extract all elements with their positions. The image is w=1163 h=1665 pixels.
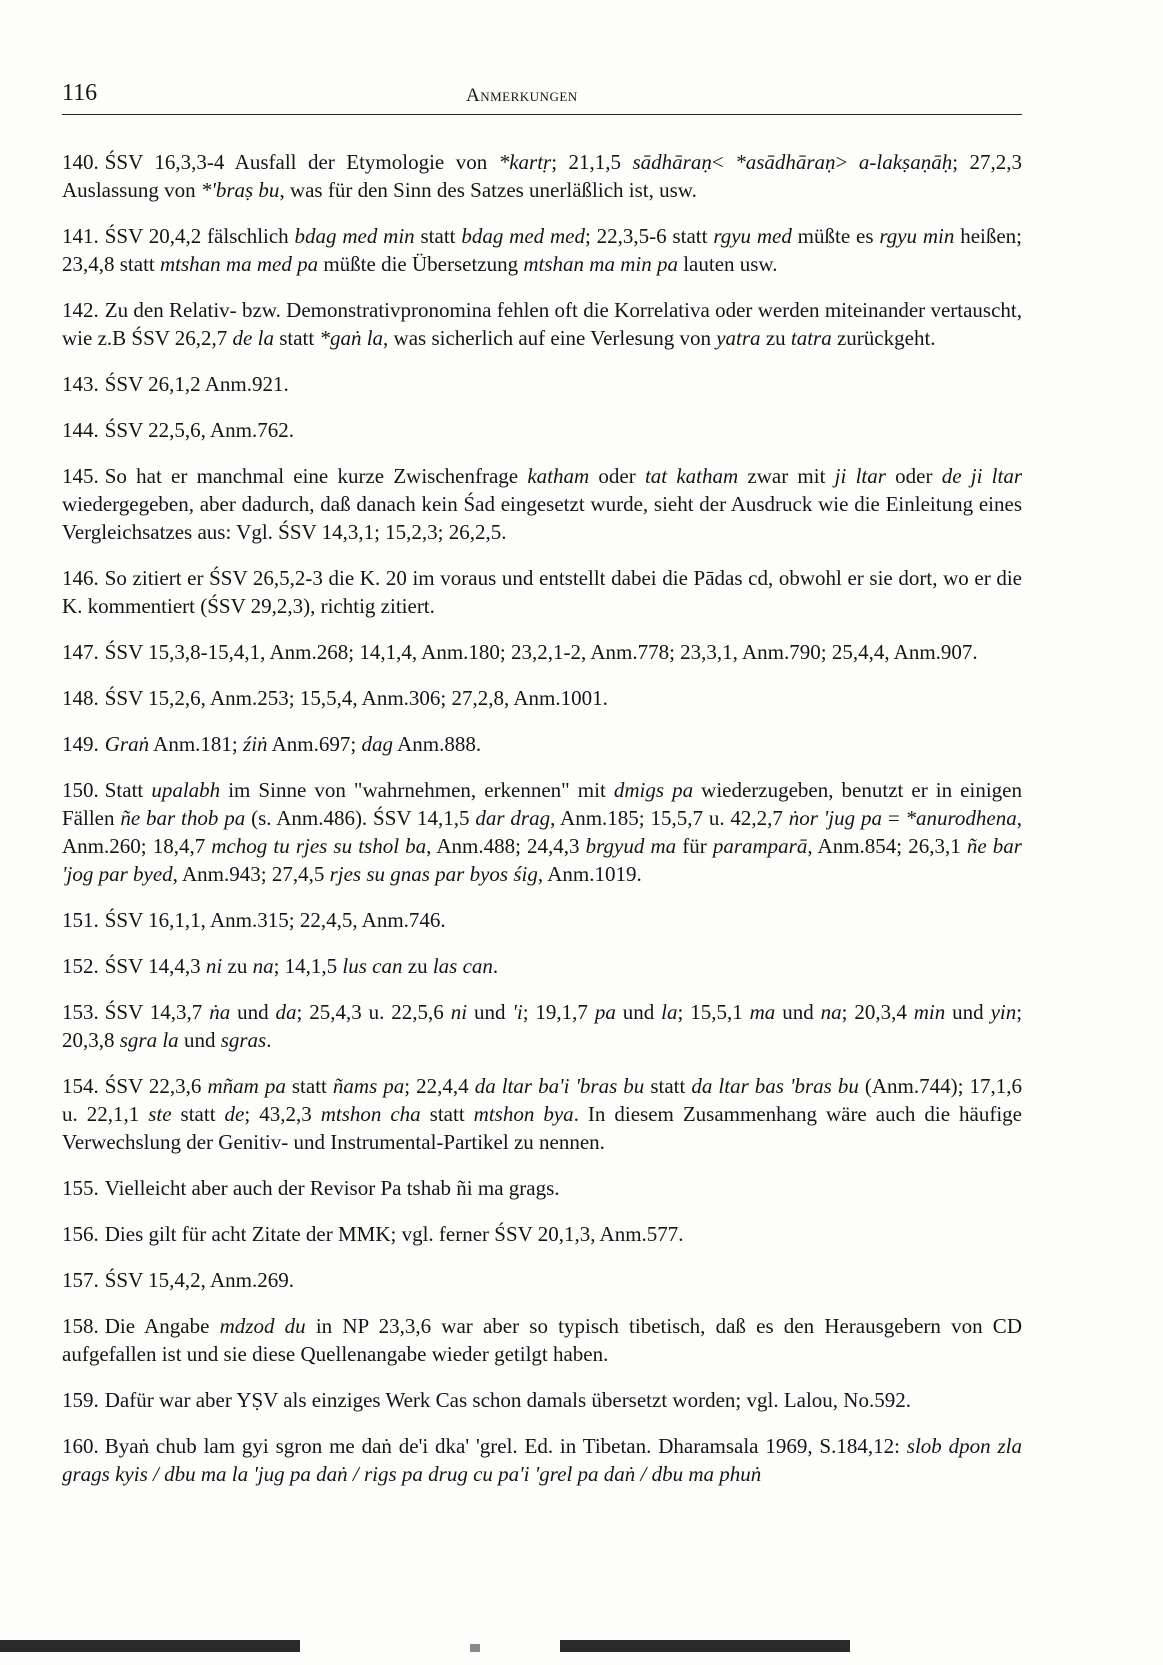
footnote-text: . bbox=[492, 954, 499, 978]
footnote-text: ŚSV 15,3,8-15,4,1, Anm.268; 14,1,4, Anm.180; 23,2,1-2, Anm.778; 23,3,1, Anm.790; 25,4,4, Anm.907. bbox=[104, 640, 978, 664]
footnote-text: = bbox=[881, 806, 906, 830]
footnote-text: ŚSV 14,3,7 bbox=[104, 1000, 210, 1024]
footnote-text: ; 22,3,5-6 statt bbox=[584, 224, 714, 248]
footnote-text: ; 43,2,3 bbox=[244, 1102, 321, 1126]
footnote-text: ŚSV 20,4,2 fälschlich bbox=[104, 224, 295, 248]
footnote-text: im Sinne von "wahrnehmen, erkennen" mit bbox=[220, 778, 614, 802]
footnote-number: 152. bbox=[62, 954, 99, 978]
footnote-italic-term: na bbox=[820, 1000, 842, 1024]
footnote-number: 151. bbox=[62, 908, 99, 932]
footnote-text: (Anm.744); 17,1,6 u. 22,1,1 bbox=[62, 1074, 1022, 1126]
footnote bbox=[62, 1432, 1022, 1488]
footnote-italic-term: yin bbox=[990, 1000, 1017, 1024]
footnote-italic-term: mtshon bya bbox=[473, 1102, 574, 1126]
footnote-italic-term: dar drag bbox=[475, 806, 551, 830]
footnote-italic-term: las can bbox=[432, 954, 493, 978]
footnote-italic-term: ṅa bbox=[209, 1000, 231, 1024]
footnote-number: 146. bbox=[62, 566, 99, 590]
footnote bbox=[62, 638, 1022, 666]
footnote bbox=[62, 564, 1022, 620]
footnote-italic-term: yatra bbox=[716, 326, 761, 350]
footnote-italic-term: sādhāraṇ bbox=[632, 150, 712, 174]
footnote bbox=[62, 906, 1022, 934]
footnote-italic-term: *asādhāraṇ bbox=[735, 150, 836, 174]
footnote-text: . bbox=[266, 1028, 272, 1052]
footnote-number: 157. bbox=[62, 1268, 99, 1292]
footnote-text: Anm.888. bbox=[392, 732, 482, 756]
footnote-italic-term: paramparā bbox=[712, 834, 808, 858]
footnote-italic-term: lus can bbox=[342, 954, 403, 978]
footnote-italic-term: mtshan ma med pa bbox=[160, 252, 319, 276]
footnote-italic-term: sgras bbox=[220, 1028, 267, 1052]
footnote-text: Die Angabe bbox=[104, 1314, 220, 1338]
footnote-text: Zu den Relativ- bzw. Demonstrativpronomina fehlen oft die Korrelativa oder werden miteinander vertauscht, wie z.B ŚSV 26,2,7 bbox=[62, 298, 1022, 350]
footnote-text: Dafür war aber YṢV als einziges Werk Cas schon damals übersetzt worden; vgl. Lalou, No.592. bbox=[104, 1388, 911, 1412]
footnote-text: (s. Anm.486). ŚSV 14,1,5 bbox=[245, 806, 476, 830]
footnote-text: ; 25,4,3 u. 22,5,6 bbox=[296, 1000, 451, 1024]
footnote-text: ŚSV 22,5,6, Anm.762. bbox=[104, 418, 294, 442]
footnote bbox=[62, 952, 1022, 980]
footnote-italic-term: bdag med med bbox=[461, 224, 585, 248]
footnote-text: statt bbox=[171, 1102, 225, 1126]
footnote-italic-term: mdzod du bbox=[219, 1314, 306, 1338]
footnote bbox=[62, 416, 1022, 444]
footnote-number: 155. bbox=[62, 1176, 99, 1200]
footnote-number: 141. bbox=[62, 224, 99, 248]
footnote-text: Statt bbox=[104, 778, 152, 802]
footnote-text: , was für den Sinn des Satzes unerläßlich ist, usw. bbox=[279, 178, 697, 202]
footnote-italic-term: dmigs pa bbox=[613, 778, 694, 802]
footnote-number: 150. bbox=[62, 778, 99, 802]
footnote-text: oder bbox=[885, 464, 942, 488]
footnote-italic-term: 'i bbox=[512, 1000, 523, 1024]
footnote-text: und bbox=[775, 1000, 821, 1024]
footnote-text: , was sicherlich auf eine Verlesung von bbox=[383, 326, 717, 350]
footnote-text: ; 15,5,1 bbox=[677, 1000, 750, 1024]
footnote-text: statt bbox=[644, 1074, 692, 1098]
footnote-italic-term: mtshan ma min pa bbox=[523, 252, 678, 276]
footnote-italic-term: tat katham bbox=[644, 464, 739, 488]
footnote-text: statt bbox=[285, 1074, 333, 1098]
footnote-text: ŚSV 14,4,3 bbox=[104, 954, 206, 978]
footnote-text: ; 20,3,4 bbox=[841, 1000, 914, 1024]
footnote bbox=[62, 684, 1022, 712]
footnote-italic-term: mñam pa bbox=[207, 1074, 286, 1098]
footnote-text: und bbox=[230, 1000, 276, 1024]
footnote-italic-term: źiṅ bbox=[243, 732, 268, 756]
footnote-italic-term: min bbox=[913, 1000, 946, 1024]
footnote-text: wiederzugeben, benutzt er in einigen Fällen bbox=[62, 778, 1022, 830]
footnote-text: statt bbox=[273, 326, 320, 350]
footnote-number: 154. bbox=[62, 1074, 99, 1098]
footnote-italic-term: *kartṛ bbox=[498, 150, 552, 174]
footnote-text: lauten usw. bbox=[677, 252, 778, 276]
footnote-italic-term: brgyud ma bbox=[585, 834, 677, 858]
footnote-text: ŚSV 15,4,2, Anm.269. bbox=[104, 1268, 294, 1292]
footnote-text: Anm.181; bbox=[149, 732, 244, 756]
running-title: Anmerkungen bbox=[466, 85, 578, 106]
footnote-text: Anm.697; bbox=[267, 732, 362, 756]
footnote-number: 143. bbox=[62, 372, 99, 396]
footnote-italic-term: de ji ltar bbox=[941, 464, 1022, 488]
footnote-text: > bbox=[835, 150, 859, 174]
footnote-text: Vielleicht aber auch der Revisor Pa tshab ñi ma grags. bbox=[104, 1176, 560, 1200]
footnote-text: , Anm.854; 26,3,1 bbox=[807, 834, 967, 858]
footnote-italic-term: la bbox=[661, 1000, 678, 1024]
footnote-italic-term: tatra bbox=[790, 326, 832, 350]
footnote-number: 158. bbox=[62, 1314, 99, 1338]
footnote-text: statt bbox=[414, 224, 462, 248]
footnote-italic-term: rjes su gnas par byos śig bbox=[329, 862, 538, 886]
footnote-text: ŚSV 15,2,6, Anm.253; 15,5,4, Anm.306; 27,2,8, Anm.1001. bbox=[104, 686, 608, 710]
footnote-italic-term: de la bbox=[232, 326, 274, 350]
footnote-text: So zitiert er ŚSV 26,5,2-3 die K. 20 im voraus und entstellt dabei die Pādas cd, obwohl er sie dort, wo er die K. kommentiert (ŚSV 29,2,3), richtig zitiert. bbox=[62, 566, 1022, 618]
footnote-number: 148. bbox=[62, 686, 99, 710]
footnote bbox=[62, 1266, 1022, 1294]
footnote bbox=[62, 1072, 1022, 1156]
footnote-italic-term: sgra la bbox=[119, 1028, 179, 1052]
footnote-italic-term: ji ltar bbox=[834, 464, 886, 488]
footnote-italic-term: katham bbox=[527, 464, 590, 488]
footnote-text: oder bbox=[589, 464, 645, 488]
footnote-text: , Anm.260; 18,4,7 bbox=[62, 806, 1022, 858]
footnote bbox=[62, 1312, 1022, 1368]
scan-artifact-mid bbox=[470, 1644, 480, 1652]
footnote-text: in NP 23,3,6 war aber so typisch tibetisch, daß es den Herausgebern von CD aufgefallen ist und sie diese Quellenangabe wieder getilgt haben. bbox=[62, 1314, 1022, 1366]
footnote-number: 145. bbox=[62, 464, 99, 488]
footnote-text: ; 21,1,5 bbox=[551, 150, 633, 174]
footnote bbox=[62, 148, 1022, 204]
footnote-italic-term: a-lakṣaṇāḥ bbox=[858, 150, 953, 174]
footnote-number: 144. bbox=[62, 418, 99, 442]
footnote-text: Dies gilt für acht Zitate der MMK; vgl. ferner ŚSV 20,1,3, Anm.577. bbox=[104, 1222, 684, 1246]
footnote-text: < bbox=[711, 150, 736, 174]
footnote-italic-term: *anurodhena bbox=[905, 806, 1017, 830]
footnote-text: wiedergegeben, aber dadurch, daß danach kein Śad eingesetzt wurde, sieht der Ausdruck wie die Einleitung eines Vergleichsatzes aus: Vgl. ŚSV 14,3,1; 15,2,3; 26,2,5. bbox=[62, 492, 1022, 544]
footnote-number: 153. bbox=[62, 1000, 99, 1024]
footnote-text: ŚSV 26,1,2 Anm.921. bbox=[104, 372, 289, 396]
footnote-text: So hat er manchmal eine kurze Zwischenfrage bbox=[104, 464, 528, 488]
footnote-italic-term: da ltar ba'i 'bras bu bbox=[474, 1074, 645, 1098]
footnote-italic-term: ñe bar thob pa bbox=[120, 806, 246, 830]
footnote-italic-term: ni bbox=[450, 1000, 468, 1024]
footnote-number: 149. bbox=[62, 732, 99, 756]
footnote-text: ŚSV 22,3,6 bbox=[104, 1074, 208, 1098]
footnote-italic-term: rgyu med bbox=[713, 224, 792, 248]
footnote bbox=[62, 998, 1022, 1054]
footnote-text: ; 20,3,8 bbox=[62, 1000, 1023, 1052]
footnote-text: ; 19,1,7 bbox=[522, 1000, 595, 1024]
footnote-italic-term: Graṅ bbox=[104, 732, 150, 756]
footnote-italic-term: *'braṣ bu bbox=[200, 178, 280, 202]
footnote-text: zurückgeht. bbox=[831, 326, 936, 350]
footnote-number: 140. bbox=[62, 150, 99, 174]
footnote bbox=[62, 730, 1022, 758]
footnote-text: statt bbox=[420, 1102, 474, 1126]
footnote-number: 159. bbox=[62, 1388, 99, 1412]
page-header bbox=[62, 80, 1022, 115]
footnote-text: . In diesem Zusammenhang wäre auch die häufige Verwechslung der Genitiv- und Instrumental-Partikel zu nennen. bbox=[62, 1102, 1022, 1154]
footnote-text: zu bbox=[760, 326, 791, 350]
footnote-italic-term: de bbox=[224, 1102, 245, 1126]
scan-artifact-right bbox=[560, 1640, 850, 1652]
footnote-italic-term: slob dpon zla grags kyis / dbu ma la 'jug pa daṅ / rigs pa drug cu pa'i 'grel pa daṅ / dbu ma phuṅ bbox=[62, 1434, 1022, 1486]
footnote-italic-term: mtshon cha bbox=[320, 1102, 421, 1126]
footnote-italic-term: na bbox=[252, 954, 274, 978]
footnote-number: 160. bbox=[62, 1434, 99, 1458]
footnote-text: zwar mit bbox=[738, 464, 835, 488]
footnote bbox=[62, 776, 1022, 888]
footnote-italic-term: ñe bar 'jog par byed bbox=[62, 834, 1022, 886]
footnote-italic-term: ni bbox=[205, 954, 223, 978]
footnote bbox=[62, 1220, 1022, 1248]
footnote-text: ; 22,4,4 bbox=[404, 1074, 475, 1098]
footnote-text: , Anm.943; 27,4,5 bbox=[172, 862, 330, 886]
footnote-italic-term: ṅor 'jug pa bbox=[788, 806, 882, 830]
footnote bbox=[62, 1386, 1022, 1414]
footnote-number: 156. bbox=[62, 1222, 99, 1246]
footnote-text: ŚSV 16,3,3-4 Ausfall der Etymologie von bbox=[104, 150, 499, 174]
footnote-text: und bbox=[615, 1000, 662, 1024]
footnote-text: müßte es bbox=[791, 224, 880, 248]
footnote-text: zu bbox=[222, 954, 253, 978]
page-number: 116 bbox=[62, 80, 98, 106]
footnote-italic-term: bdag med min bbox=[294, 224, 415, 248]
footnote-italic-term: ñams pa bbox=[332, 1074, 405, 1098]
footnote-number: 142. bbox=[62, 298, 99, 322]
footnote-italic-term: ma bbox=[749, 1000, 776, 1024]
footnote bbox=[62, 370, 1022, 398]
footnote-text: ; 14,1,5 bbox=[273, 954, 343, 978]
footnote-text: , Anm.185; 15,5,7 u. 42,2,7 bbox=[550, 806, 789, 830]
footnote-text: Byaṅ chub lam gyi sgron me daṅ de'i dka' 'grel. Ed. in Tibetan. Dharamsala 1969, S.184,12: bbox=[104, 1434, 907, 1458]
footnote-text: heißen; 23,4,8 statt bbox=[62, 224, 1023, 276]
footnote-number: 147. bbox=[62, 640, 99, 664]
footnote bbox=[62, 462, 1022, 546]
footnote-italic-term: dag bbox=[361, 732, 393, 756]
footnote-text: und bbox=[178, 1028, 221, 1052]
footnote-italic-term: ste bbox=[148, 1102, 172, 1126]
footnote-text: ; 27,2,3 Auslassung von bbox=[62, 150, 1023, 202]
footnote-italic-term: mchog tu rjes su tshol ba bbox=[211, 834, 427, 858]
footnote-italic-term: da bbox=[275, 1000, 297, 1024]
footnote-italic-term: pa bbox=[594, 1000, 616, 1024]
footnote-text: und bbox=[467, 1000, 513, 1024]
footnote-text: müßte die Übersetzung bbox=[318, 252, 524, 276]
footnote bbox=[62, 1174, 1022, 1202]
footnote-italic-term: rgyu min bbox=[879, 224, 955, 248]
footnote-text: , Anm.1019. bbox=[537, 862, 642, 886]
footnote-italic-term: upalabh bbox=[151, 778, 221, 802]
footnote-text: ŚSV 16,1,1, Anm.315; 22,4,5, Anm.746. bbox=[104, 908, 446, 932]
footnote bbox=[62, 222, 1022, 278]
scan-artifact-left bbox=[0, 1640, 300, 1652]
footnote-text: zu bbox=[402, 954, 433, 978]
footnote-text: , Anm.488; 24,4,3 bbox=[426, 834, 586, 858]
footnote bbox=[62, 296, 1022, 352]
footnote-italic-term: *gaṅ la bbox=[319, 326, 384, 350]
footnote-text: für bbox=[676, 834, 713, 858]
footnote-text: und bbox=[945, 1000, 991, 1024]
footnote-italic-term: da ltar bas 'bras bu bbox=[691, 1074, 859, 1098]
notes-list bbox=[62, 148, 1022, 1506]
